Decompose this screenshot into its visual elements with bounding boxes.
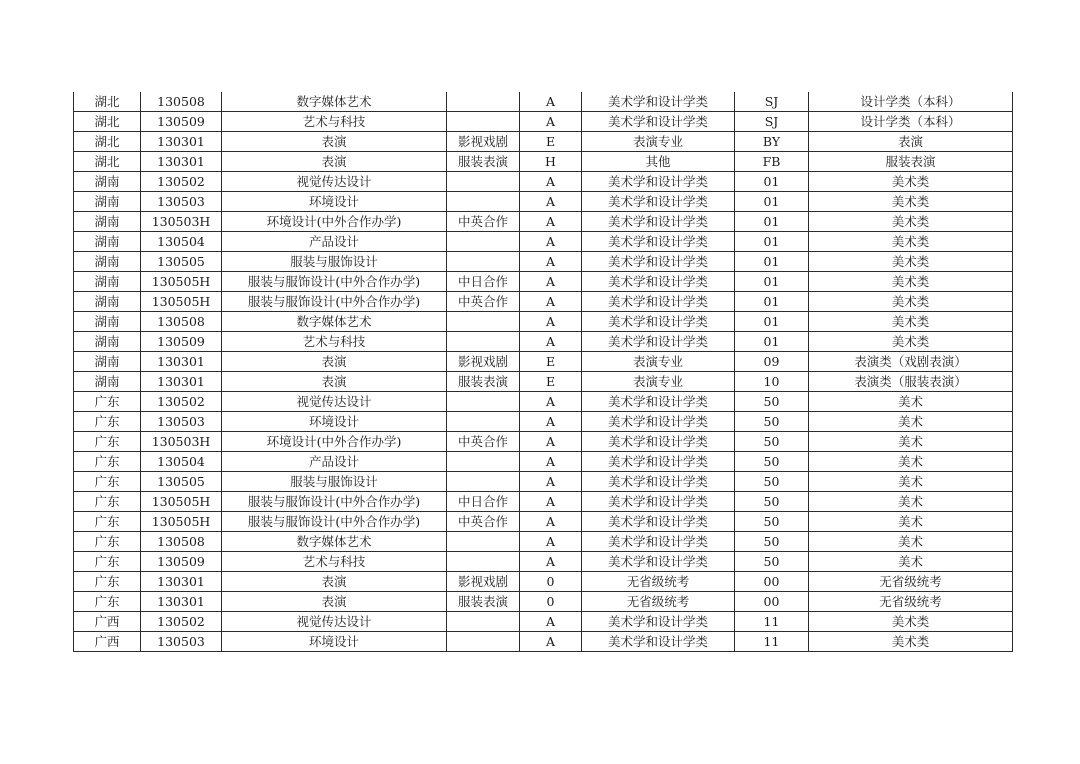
- cell-province-category: 美术类: [809, 212, 1013, 232]
- cell-exam-category: A: [520, 172, 582, 192]
- cell-major-name: 服装与服饰设计(中外合作办学): [222, 512, 447, 532]
- cell-direction: [447, 172, 520, 192]
- cell-direction: 中英合作: [447, 212, 520, 232]
- cell-major-name: 表演: [222, 352, 447, 372]
- cell-province-category: 美术: [809, 392, 1013, 412]
- cell-province: 湖南: [74, 192, 141, 212]
- table-row: [74, 552, 1013, 572]
- cell-province-category: 美术: [809, 492, 1013, 512]
- cell-direction: 服装表演: [447, 372, 520, 392]
- cell-exam-category: A: [520, 412, 582, 432]
- cell-province-category: 美术类: [809, 292, 1013, 312]
- cell-direction: [447, 452, 520, 472]
- cell-direction: [447, 472, 520, 492]
- cell-province-code: 10: [735, 372, 809, 392]
- cell-major-name: 服装与服饰设计(中外合作办学): [222, 272, 447, 292]
- table-row: [74, 572, 1013, 592]
- table-row: [74, 212, 1013, 232]
- cell-province: 广东: [74, 512, 141, 532]
- table-row: [74, 592, 1013, 612]
- cell-exam-category: A: [520, 112, 582, 132]
- cell-exam-category: E: [520, 352, 582, 372]
- cell-direction: [447, 112, 520, 132]
- cell-province-code: 00: [735, 572, 809, 592]
- cell-major-code: 130503: [141, 192, 222, 212]
- cell-direction: 影视戏剧: [447, 352, 520, 372]
- cell-major-name: 视觉传达设计: [222, 392, 447, 412]
- cell-province-category: 美术类: [809, 312, 1013, 332]
- cell-exam-type: 美术学和设计学类: [582, 452, 735, 472]
- cell-direction: [447, 552, 520, 572]
- cell-direction: [447, 92, 520, 112]
- table-row: [74, 232, 1013, 252]
- cell-major-code: 130509: [141, 332, 222, 352]
- table-row: [74, 452, 1013, 472]
- cell-exam-category: A: [520, 472, 582, 492]
- cell-exam-category: A: [520, 452, 582, 472]
- cell-province-code: 01: [735, 312, 809, 332]
- cell-exam-type: 美术学和设计学类: [582, 172, 735, 192]
- cell-province: 广东: [74, 412, 141, 432]
- cell-province-category: 美术: [809, 472, 1013, 492]
- table-row: [74, 352, 1013, 372]
- cell-exam-type: 美术学和设计学类: [582, 532, 735, 552]
- cell-major-code: 130505H: [141, 492, 222, 512]
- cell-province-category: 美术: [809, 412, 1013, 432]
- cell-major-name: 服装与服饰设计: [222, 252, 447, 272]
- cell-province-code: 11: [735, 632, 809, 652]
- cell-province-category: 美术: [809, 552, 1013, 572]
- cell-province-category: 设计学类（本科）: [809, 92, 1013, 112]
- cell-province: 广东: [74, 532, 141, 552]
- cell-direction: 服装表演: [447, 152, 520, 172]
- cell-direction: [447, 612, 520, 632]
- cell-major-name: 环境设计: [222, 632, 447, 652]
- cell-province: 湖南: [74, 212, 141, 232]
- cell-direction: [447, 232, 520, 252]
- cell-province: 广东: [74, 432, 141, 452]
- cell-province-category: 美术: [809, 432, 1013, 452]
- cell-province-code: 50: [735, 432, 809, 452]
- cell-major-code: 130301: [141, 372, 222, 392]
- cell-province: 湖南: [74, 292, 141, 312]
- cell-province: 广东: [74, 452, 141, 472]
- table-row: [74, 132, 1013, 152]
- cell-exam-category: A: [520, 612, 582, 632]
- cell-province: 广东: [74, 552, 141, 572]
- cell-major-name: 表演: [222, 132, 447, 152]
- cell-province-category: 美术: [809, 452, 1013, 472]
- cell-direction: 中日合作: [447, 492, 520, 512]
- cell-province: 广西: [74, 612, 141, 632]
- cell-exam-type: 无省级统考: [582, 572, 735, 592]
- cell-direction: [447, 632, 520, 652]
- cell-province: 湖北: [74, 112, 141, 132]
- cell-province-category: 服装表演: [809, 152, 1013, 172]
- cell-major-name: 数字媒体艺术: [222, 92, 447, 112]
- cell-province: 湖南: [74, 252, 141, 272]
- table-row: [74, 412, 1013, 432]
- cell-province-code: 00: [735, 592, 809, 612]
- cell-major-code: 130508: [141, 92, 222, 112]
- cell-major-code: 130505H: [141, 272, 222, 292]
- table-row: [74, 252, 1013, 272]
- cell-exam-type: 美术学和设计学类: [582, 252, 735, 272]
- table-body: [74, 92, 1013, 652]
- cell-exam-type: 美术学和设计学类: [582, 612, 735, 632]
- cell-major-name: 表演: [222, 372, 447, 392]
- cell-major-name: 服装与服饰设计(中外合作办学): [222, 492, 447, 512]
- cell-province-code: 01: [735, 332, 809, 352]
- cell-exam-type: 美术学和设计学类: [582, 432, 735, 452]
- cell-province-category: 设计学类（本科）: [809, 112, 1013, 132]
- cell-exam-category: A: [520, 552, 582, 572]
- cell-major-name: 环境设计: [222, 192, 447, 212]
- cell-exam-type: 美术学和设计学类: [582, 292, 735, 312]
- cell-major-name: 数字媒体艺术: [222, 532, 447, 552]
- cell-major-name: 表演: [222, 572, 447, 592]
- cell-major-code: 130503: [141, 632, 222, 652]
- cell-province-code: 01: [735, 212, 809, 232]
- cell-exam-category: E: [520, 372, 582, 392]
- cell-province-code: 01: [735, 252, 809, 272]
- cell-exam-type: 美术学和设计学类: [582, 312, 735, 332]
- cell-exam-type: 美术学和设计学类: [582, 332, 735, 352]
- cell-major-code: 130504: [141, 232, 222, 252]
- cell-direction: 中英合作: [447, 292, 520, 312]
- cell-exam-type: 美术学和设计学类: [582, 192, 735, 212]
- table-row: [74, 492, 1013, 512]
- cell-exam-type: 美术学和设计学类: [582, 392, 735, 412]
- cell-province: 湖南: [74, 312, 141, 332]
- major-table: [73, 92, 1013, 652]
- cell-province: 湖南: [74, 272, 141, 292]
- table-row: [74, 512, 1013, 532]
- cell-major-code: 130509: [141, 552, 222, 572]
- table-row: [74, 292, 1013, 312]
- cell-direction: [447, 392, 520, 412]
- cell-province-code: 50: [735, 392, 809, 412]
- cell-major-code: 130301: [141, 352, 222, 372]
- cell-exam-category: A: [520, 432, 582, 452]
- cell-exam-type: 美术学和设计学类: [582, 512, 735, 532]
- cell-exam-type: 美术学和设计学类: [582, 632, 735, 652]
- table-row: [74, 172, 1013, 192]
- cell-direction: 影视戏剧: [447, 572, 520, 592]
- cell-exam-type: 无省级统考: [582, 592, 735, 612]
- cell-province-code: 50: [735, 472, 809, 492]
- table-row: [74, 312, 1013, 332]
- cell-province: 湖南: [74, 352, 141, 372]
- cell-major-name: 产品设计: [222, 232, 447, 252]
- cell-exam-type: 美术学和设计学类: [582, 92, 735, 112]
- cell-province: 广东: [74, 472, 141, 492]
- cell-exam-type: 表演专业: [582, 352, 735, 372]
- cell-exam-type: 美术学和设计学类: [582, 272, 735, 292]
- cell-direction: [447, 312, 520, 332]
- cell-province: 广东: [74, 572, 141, 592]
- cell-exam-category: A: [520, 512, 582, 532]
- cell-province-category: 无省级统考: [809, 572, 1013, 592]
- cell-province-code: 01: [735, 292, 809, 312]
- cell-province: 湖北: [74, 132, 141, 152]
- cell-exam-category: 0: [520, 572, 582, 592]
- cell-province-category: 美术类: [809, 332, 1013, 352]
- cell-major-code: 130503: [141, 412, 222, 432]
- cell-province-category: 美术类: [809, 252, 1013, 272]
- cell-province-category: 美术: [809, 532, 1013, 552]
- cell-province: 湖南: [74, 232, 141, 252]
- cell-province: 广东: [74, 592, 141, 612]
- cell-major-code: 130503H: [141, 432, 222, 452]
- cell-province-code: SJ: [735, 112, 809, 132]
- cell-province-code: 01: [735, 172, 809, 192]
- cell-province-category: 表演类（服装表演）: [809, 372, 1013, 392]
- cell-province-code: 11: [735, 612, 809, 632]
- cell-major-code: 130504: [141, 452, 222, 472]
- cell-exam-category: H: [520, 152, 582, 172]
- cell-exam-category: A: [520, 332, 582, 352]
- cell-province: 湖北: [74, 152, 141, 172]
- table-row: [74, 612, 1013, 632]
- cell-direction: 中英合作: [447, 432, 520, 452]
- cell-exam-category: 0: [520, 592, 582, 612]
- cell-exam-type: 其他: [582, 152, 735, 172]
- cell-exam-category: A: [520, 312, 582, 332]
- cell-province-code: 50: [735, 532, 809, 552]
- cell-exam-category: A: [520, 392, 582, 412]
- cell-major-code: 130301: [141, 572, 222, 592]
- cell-major-code: 130503H: [141, 212, 222, 232]
- cell-province: 湖南: [74, 172, 141, 192]
- table-row: [74, 92, 1013, 112]
- cell-exam-category: A: [520, 232, 582, 252]
- cell-direction: [447, 252, 520, 272]
- table-row: [74, 632, 1013, 652]
- table-row: [74, 392, 1013, 412]
- cell-major-code: 130509: [141, 112, 222, 132]
- cell-exam-category: A: [520, 252, 582, 272]
- cell-direction: [447, 532, 520, 552]
- cell-province-code: 01: [735, 192, 809, 212]
- cell-province-category: 美术类: [809, 232, 1013, 252]
- cell-exam-type: 美术学和设计学类: [582, 492, 735, 512]
- cell-exam-category: A: [520, 492, 582, 512]
- cell-major-name: 表演: [222, 152, 447, 172]
- cell-province-category: 美术类: [809, 612, 1013, 632]
- cell-province-code: 01: [735, 272, 809, 292]
- cell-province: 广东: [74, 492, 141, 512]
- cell-province-category: 美术类: [809, 632, 1013, 652]
- cell-major-code: 130508: [141, 532, 222, 552]
- table-row: [74, 372, 1013, 392]
- cell-province-code: 50: [735, 512, 809, 532]
- cell-province: 湖南: [74, 372, 141, 392]
- cell-province-category: 美术类: [809, 272, 1013, 292]
- cell-exam-category: A: [520, 192, 582, 212]
- cell-major-code: 130505H: [141, 512, 222, 532]
- cell-major-name: 艺术与科技: [222, 112, 447, 132]
- cell-province-code: FB: [735, 152, 809, 172]
- cell-direction: 中日合作: [447, 272, 520, 292]
- cell-province-category: 美术类: [809, 192, 1013, 212]
- cell-province-category: 表演: [809, 132, 1013, 152]
- cell-major-code: 130301: [141, 152, 222, 172]
- cell-major-name: 环境设计(中外合作办学): [222, 432, 447, 452]
- cell-province-category: 无省级统考: [809, 592, 1013, 612]
- cell-province-code: 09: [735, 352, 809, 372]
- cell-major-name: 艺术与科技: [222, 552, 447, 572]
- cell-province: 广东: [74, 392, 141, 412]
- cell-province: 广西: [74, 632, 141, 652]
- cell-exam-type: 美术学和设计学类: [582, 552, 735, 572]
- cell-direction: [447, 192, 520, 212]
- cell-province-category: 美术: [809, 512, 1013, 532]
- table-row: [74, 112, 1013, 132]
- table-row: [74, 532, 1013, 552]
- cell-exam-category: A: [520, 92, 582, 112]
- cell-exam-type: 美术学和设计学类: [582, 232, 735, 252]
- cell-major-name: 视觉传达设计: [222, 172, 447, 192]
- cell-province-category: 美术类: [809, 172, 1013, 192]
- table-row: [74, 472, 1013, 492]
- cell-major-code: 130505H: [141, 292, 222, 312]
- cell-major-code: 130505: [141, 472, 222, 492]
- cell-direction: 服装表演: [447, 592, 520, 612]
- cell-major-name: 服装与服饰设计: [222, 472, 447, 492]
- cell-major-name: 服装与服饰设计(中外合作办学): [222, 292, 447, 312]
- cell-province: 湖北: [74, 92, 141, 112]
- cell-province-code: SJ: [735, 92, 809, 112]
- cell-exam-category: A: [520, 532, 582, 552]
- table-row: [74, 192, 1013, 212]
- cell-exam-type: 美术学和设计学类: [582, 472, 735, 492]
- cell-major-code: 130502: [141, 172, 222, 192]
- cell-exam-type: 美术学和设计学类: [582, 212, 735, 232]
- cell-province-code: BY: [735, 132, 809, 152]
- cell-major-code: 130301: [141, 592, 222, 612]
- cell-major-name: 表演: [222, 592, 447, 612]
- cell-exam-category: A: [520, 272, 582, 292]
- cell-province-code: 50: [735, 452, 809, 472]
- table-row: [74, 152, 1013, 172]
- cell-exam-type: 美术学和设计学类: [582, 412, 735, 432]
- table-row: [74, 432, 1013, 452]
- cell-major-code: 130301: [141, 132, 222, 152]
- cell-province-code: 50: [735, 552, 809, 572]
- cell-major-name: 环境设计: [222, 412, 447, 432]
- cell-exam-type: 美术学和设计学类: [582, 112, 735, 132]
- cell-major-code: 130505: [141, 252, 222, 272]
- cell-exam-type: 表演专业: [582, 372, 735, 392]
- cell-direction: [447, 412, 520, 432]
- cell-major-name: 产品设计: [222, 452, 447, 472]
- cell-major-name: 视觉传达设计: [222, 612, 447, 632]
- table-row: [74, 272, 1013, 292]
- table-row: [74, 332, 1013, 352]
- cell-province-code: 50: [735, 412, 809, 432]
- cell-province-code: 50: [735, 492, 809, 512]
- cell-province-category: 表演类（戏剧表演）: [809, 352, 1013, 372]
- cell-exam-type: 表演专业: [582, 132, 735, 152]
- cell-province: 湖南: [74, 332, 141, 352]
- cell-major-code: 130502: [141, 612, 222, 632]
- cell-exam-category: A: [520, 632, 582, 652]
- cell-major-code: 130508: [141, 312, 222, 332]
- cell-major-code: 130502: [141, 392, 222, 412]
- cell-major-name: 环境设计(中外合作办学): [222, 212, 447, 232]
- cell-exam-category: A: [520, 292, 582, 312]
- cell-exam-category: E: [520, 132, 582, 152]
- cell-major-name: 艺术与科技: [222, 332, 447, 352]
- cell-direction: [447, 332, 520, 352]
- cell-direction: 影视戏剧: [447, 132, 520, 152]
- cell-direction: 中英合作: [447, 512, 520, 532]
- cell-exam-category: A: [520, 212, 582, 232]
- cell-province-code: 01: [735, 232, 809, 252]
- cell-major-name: 数字媒体艺术: [222, 312, 447, 332]
